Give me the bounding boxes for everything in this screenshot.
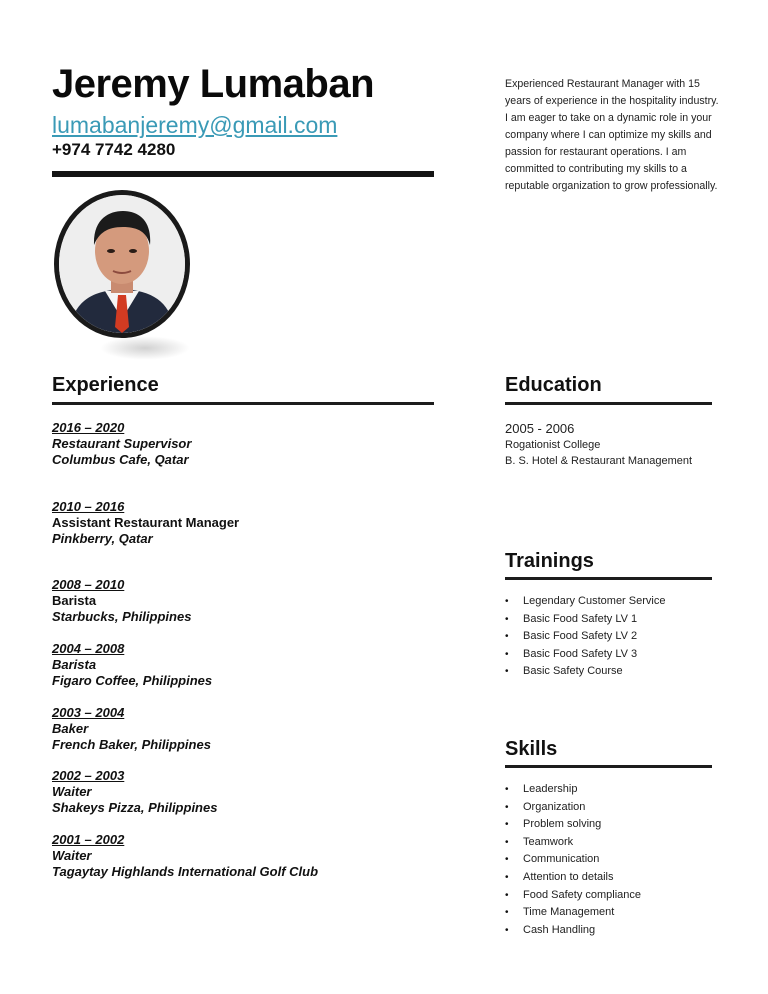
job-dates: 2008 – 2010 [52, 577, 125, 592]
job-company: Starbucks, Philippines [52, 609, 192, 624]
list-item: • Communication [505, 851, 715, 869]
trainings-divider [505, 577, 712, 580]
job-title: Assistant Restaurant Manager [52, 515, 240, 530]
skills-heading: Skills [505, 738, 558, 760]
job-title: Waiter [52, 848, 92, 863]
list-item: • Legendary Customer Service [505, 593, 715, 611]
job-title: Baker [52, 721, 89, 736]
list-item: • Leadership [505, 781, 715, 799]
job-entry [52, 832, 432, 880]
list-item: • Basic Food Safety LV 2 [505, 628, 715, 646]
portrait-image [59, 195, 185, 333]
list-item: • Basic Food Safety LV 1 [505, 611, 715, 629]
job-dates: 2003 – 2004 [52, 705, 125, 720]
list-item: • Attention to details [505, 869, 715, 887]
job-dates: 2016 – 2020 [52, 420, 125, 435]
skills-divider [505, 765, 712, 768]
education-school: Rogationist College [505, 439, 601, 451]
list-item: • Problem solving [505, 816, 715, 834]
education-years: 2005 - 2006 [505, 421, 575, 436]
list-item: • Basic Safety Course [505, 663, 715, 681]
job-dates: 2004 – 2008 [52, 641, 125, 656]
trainings-heading: Trainings [505, 550, 594, 572]
list-item: • Time Management [505, 904, 715, 922]
job-company: Shakeys Pizza, Philippines [52, 800, 218, 815]
trainings-list [505, 593, 715, 681]
job-entry [52, 641, 432, 689]
skills-list [505, 781, 715, 939]
header-divider [52, 171, 434, 177]
job-title: Waiter [52, 784, 92, 799]
job-company: French Baker, Philippines [52, 737, 211, 752]
profile-photo [54, 190, 190, 338]
list-item: • Organization [505, 799, 715, 817]
job-company: Columbus Cafe, Qatar [52, 452, 189, 467]
profile-summary: Experienced Restaurant Manager with 15 years of experience in the hospitality industry. I am eager to take on a dynamic role in your company where I can optimize my skills and passion for restaurant operations. I am committed to contributing my skills to a reputable organization to grow professionally. [505, 78, 719, 192]
job-entry [52, 499, 432, 547]
candidate-name: Jeremy Lumaban [52, 62, 375, 106]
experience-divider [52, 402, 434, 405]
job-entry [52, 705, 432, 753]
job-company: Pinkberry, Qatar [52, 531, 153, 546]
job-entry [52, 768, 432, 816]
education-heading: Education [505, 374, 602, 396]
list-item: • Food Safety compliance [505, 887, 715, 905]
job-company: Tagaytay Highlands International Golf Club [52, 864, 319, 879]
education-entry [505, 420, 692, 469]
education-divider [505, 402, 712, 405]
job-entry [52, 420, 432, 468]
list-item: • Basic Food Safety LV 3 [505, 646, 715, 664]
job-dates: 2001 – 2002 [52, 832, 125, 847]
phone-number: +974 7742 4280 [52, 140, 176, 159]
photo-shadow [100, 336, 190, 360]
job-title: Barista [52, 657, 97, 672]
job-entry [52, 577, 432, 625]
education-degree: B. S. Hotel & Restaurant Management [505, 455, 693, 467]
list-item: • Teamwork [505, 834, 715, 852]
experience-heading: Experience [52, 374, 159, 396]
email-link[interactable]: lumabanjeremy@gmail.com [52, 112, 338, 138]
job-company: Figaro Coffee, Philippines [52, 673, 213, 688]
list-item: • Cash Handling [505, 922, 715, 940]
job-title: Barista [52, 593, 97, 608]
job-dates: 2002 – 2003 [52, 768, 125, 783]
job-dates: 2010 – 2016 [52, 499, 125, 514]
job-title: Restaurant Supervisor [52, 436, 192, 451]
